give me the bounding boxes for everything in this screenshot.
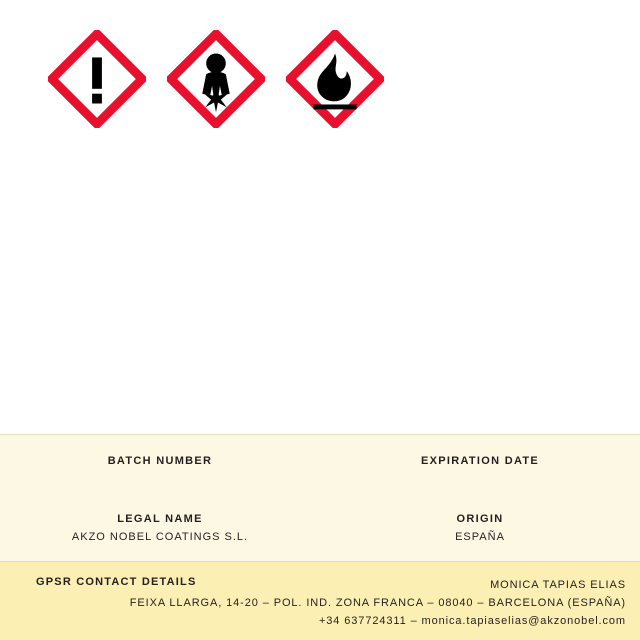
gpsr-address: FEIXA LLARGA, 14-20 – POL. IND. ZONA FRANCA – 08040 – BARCELONA (ESPAÑA) xyxy=(129,597,626,609)
legal-origin-row xyxy=(0,513,640,547)
exclamation-mark-pictogram xyxy=(48,30,146,128)
legal-name-value: AKZO NOBEL COATINGS S.L. xyxy=(71,531,249,543)
legal-name-heading: LEGAL NAME xyxy=(117,513,203,525)
legal-name-field xyxy=(0,513,320,543)
flammable-pictogram xyxy=(286,30,384,128)
blank-artwork-area xyxy=(0,140,640,434)
gpsr-phone-email: +34 637724311 – monica.tapiaselias@akzonobel.com xyxy=(318,615,626,627)
origin-heading: ORIGIN xyxy=(456,513,504,525)
gpsr-contact-name: MONICA TAPIAS ELIAS xyxy=(490,579,626,591)
batch-number-field xyxy=(0,455,320,473)
expiration-date-field xyxy=(320,455,640,473)
health-hazard-pictogram xyxy=(167,30,265,128)
batch-number-heading: BATCH NUMBER xyxy=(107,455,213,467)
panel-spacer xyxy=(0,473,640,513)
ghs-pictogram-strip xyxy=(0,0,640,140)
batch-info-panel xyxy=(0,434,640,561)
expiration-date-heading: EXPIRATION DATE xyxy=(420,455,540,467)
batch-expiration-row xyxy=(0,455,640,473)
origin-field xyxy=(320,513,640,543)
gpsr-title: GPSR CONTACT DETAILS xyxy=(36,576,197,588)
origin-value: ESPAÑA xyxy=(455,531,505,543)
gpsr-contact-panel xyxy=(0,561,640,640)
